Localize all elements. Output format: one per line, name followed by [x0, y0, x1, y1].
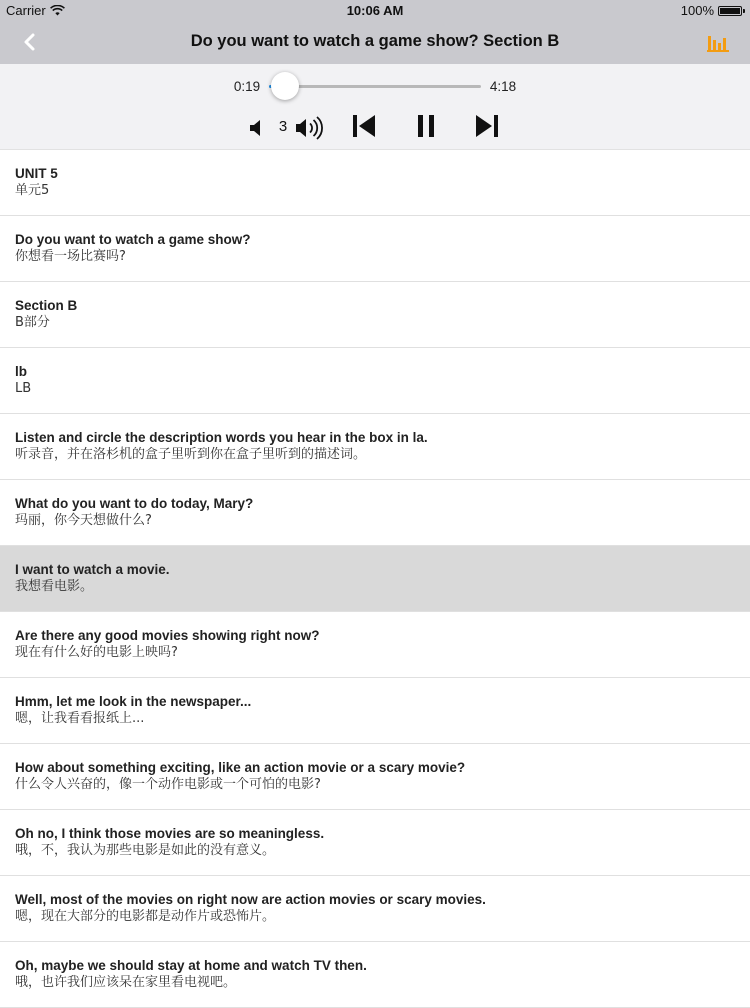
- english-line: Do you want to watch a game show?: [15, 232, 251, 247]
- volume-level: 3: [278, 118, 288, 135]
- transcript-row[interactable]: [0, 282, 750, 348]
- english-line: Hmm, let me look in the newspaper...: [15, 694, 252, 709]
- transcript-row[interactable]: [0, 876, 750, 942]
- status-time: 10:06 AM: [346, 3, 404, 18]
- transcript-row[interactable]: [0, 546, 750, 612]
- transcript-row[interactable]: [0, 942, 750, 1008]
- chinese-translation: 现在有什么好的电影上映吗?: [15, 645, 178, 660]
- volume-high-icon: [294, 114, 326, 142]
- skip-next-icon: [473, 113, 501, 139]
- chinese-translation: 嗯，现在大部分的电影都是动作片或恐怖片。: [15, 909, 276, 924]
- english-line: Oh, maybe we should stay at home and watch TV then.: [15, 958, 367, 973]
- chinese-translation: 听录音，并在洛杉机的盒子里听到你在盒子里听到的描述词。: [15, 447, 367, 462]
- chinese-translation: 单元5: [15, 183, 50, 198]
- english-line: Are there any good movies showing right now?: [15, 628, 320, 643]
- skip-previous-icon: [350, 113, 378, 139]
- transcript-row[interactable]: [0, 678, 750, 744]
- english-line: How about something exciting, like an action movie or a scary movie?: [15, 760, 466, 775]
- english-line: Oh no, I think those movies are so meaningless.: [15, 826, 325, 841]
- transcript-row[interactable]: [0, 612, 750, 678]
- english-line: UNIT 5: [15, 166, 58, 181]
- chevron-left-icon: [16, 28, 44, 56]
- transcript-list: [0, 150, 750, 1008]
- pause-button[interactable]: [414, 113, 438, 139]
- chinese-translation: 什么令人兴奋的，像一个动作电影或一个可怕的电影?: [15, 777, 321, 792]
- english-line: lb: [15, 364, 27, 379]
- volume-up-button[interactable]: [294, 114, 326, 142]
- english-line: Listen and circle the description words you hear in the box in la.: [15, 430, 428, 445]
- chinese-translation: 玛丽，你今天想做什么?: [15, 513, 152, 528]
- transcript-row[interactable]: [0, 480, 750, 546]
- chinese-translation: 哦，不，我认为那些电影是如此的没有意义。: [15, 843, 276, 858]
- transcript-row[interactable]: [0, 216, 750, 282]
- english-line: Well, most of the movies on right now are action movies or scary movies.: [15, 892, 486, 907]
- chinese-translation: 哦，也许我们应该呆在家里看电视吧。: [15, 975, 237, 990]
- battery-status: [681, 3, 742, 18]
- bar-chart-icon: [706, 30, 734, 56]
- english-line: Section B: [15, 298, 78, 313]
- progress-slider[interactable]: [269, 85, 481, 88]
- stats-button[interactable]: [706, 30, 734, 56]
- chinese-translation: B部分: [15, 315, 50, 330]
- nav-bar: [0, 20, 750, 64]
- page-title: Do you want to watch a game show? Section B: [190, 32, 560, 50]
- transcript-row[interactable]: [0, 414, 750, 480]
- chinese-translation: LB: [15, 381, 32, 396]
- previous-button[interactable]: [350, 113, 378, 139]
- pause-icon: [414, 113, 438, 139]
- english-line: What do you want to do today, Mary?: [15, 496, 254, 511]
- english-line: I want to watch a movie.: [15, 562, 170, 577]
- progress-thumb[interactable]: [271, 72, 299, 100]
- elapsed-time: 0:19: [233, 79, 261, 94]
- carrier-label: Carrier: [6, 3, 46, 18]
- transcript-row[interactable]: [0, 810, 750, 876]
- transcript-row[interactable]: [0, 744, 750, 810]
- total-time: 4:18: [489, 79, 517, 94]
- battery-level: [720, 8, 740, 14]
- volume-low-icon: [246, 117, 266, 139]
- volume-down-button[interactable]: [246, 117, 266, 139]
- transcript-row[interactable]: [0, 348, 750, 414]
- battery-icon: [718, 6, 742, 16]
- chinese-translation: 你想看一场比赛吗?: [15, 249, 126, 264]
- transcript-row[interactable]: [0, 150, 750, 216]
- chinese-translation: 嗯，让我看看报纸上...: [15, 711, 145, 726]
- status-bar: [0, 0, 750, 20]
- back-button[interactable]: [16, 28, 44, 56]
- chinese-translation: 我想看电影。: [15, 579, 94, 594]
- battery-percent: 100%: [680, 3, 714, 18]
- audio-player: [0, 64, 750, 150]
- next-button[interactable]: [473, 113, 501, 139]
